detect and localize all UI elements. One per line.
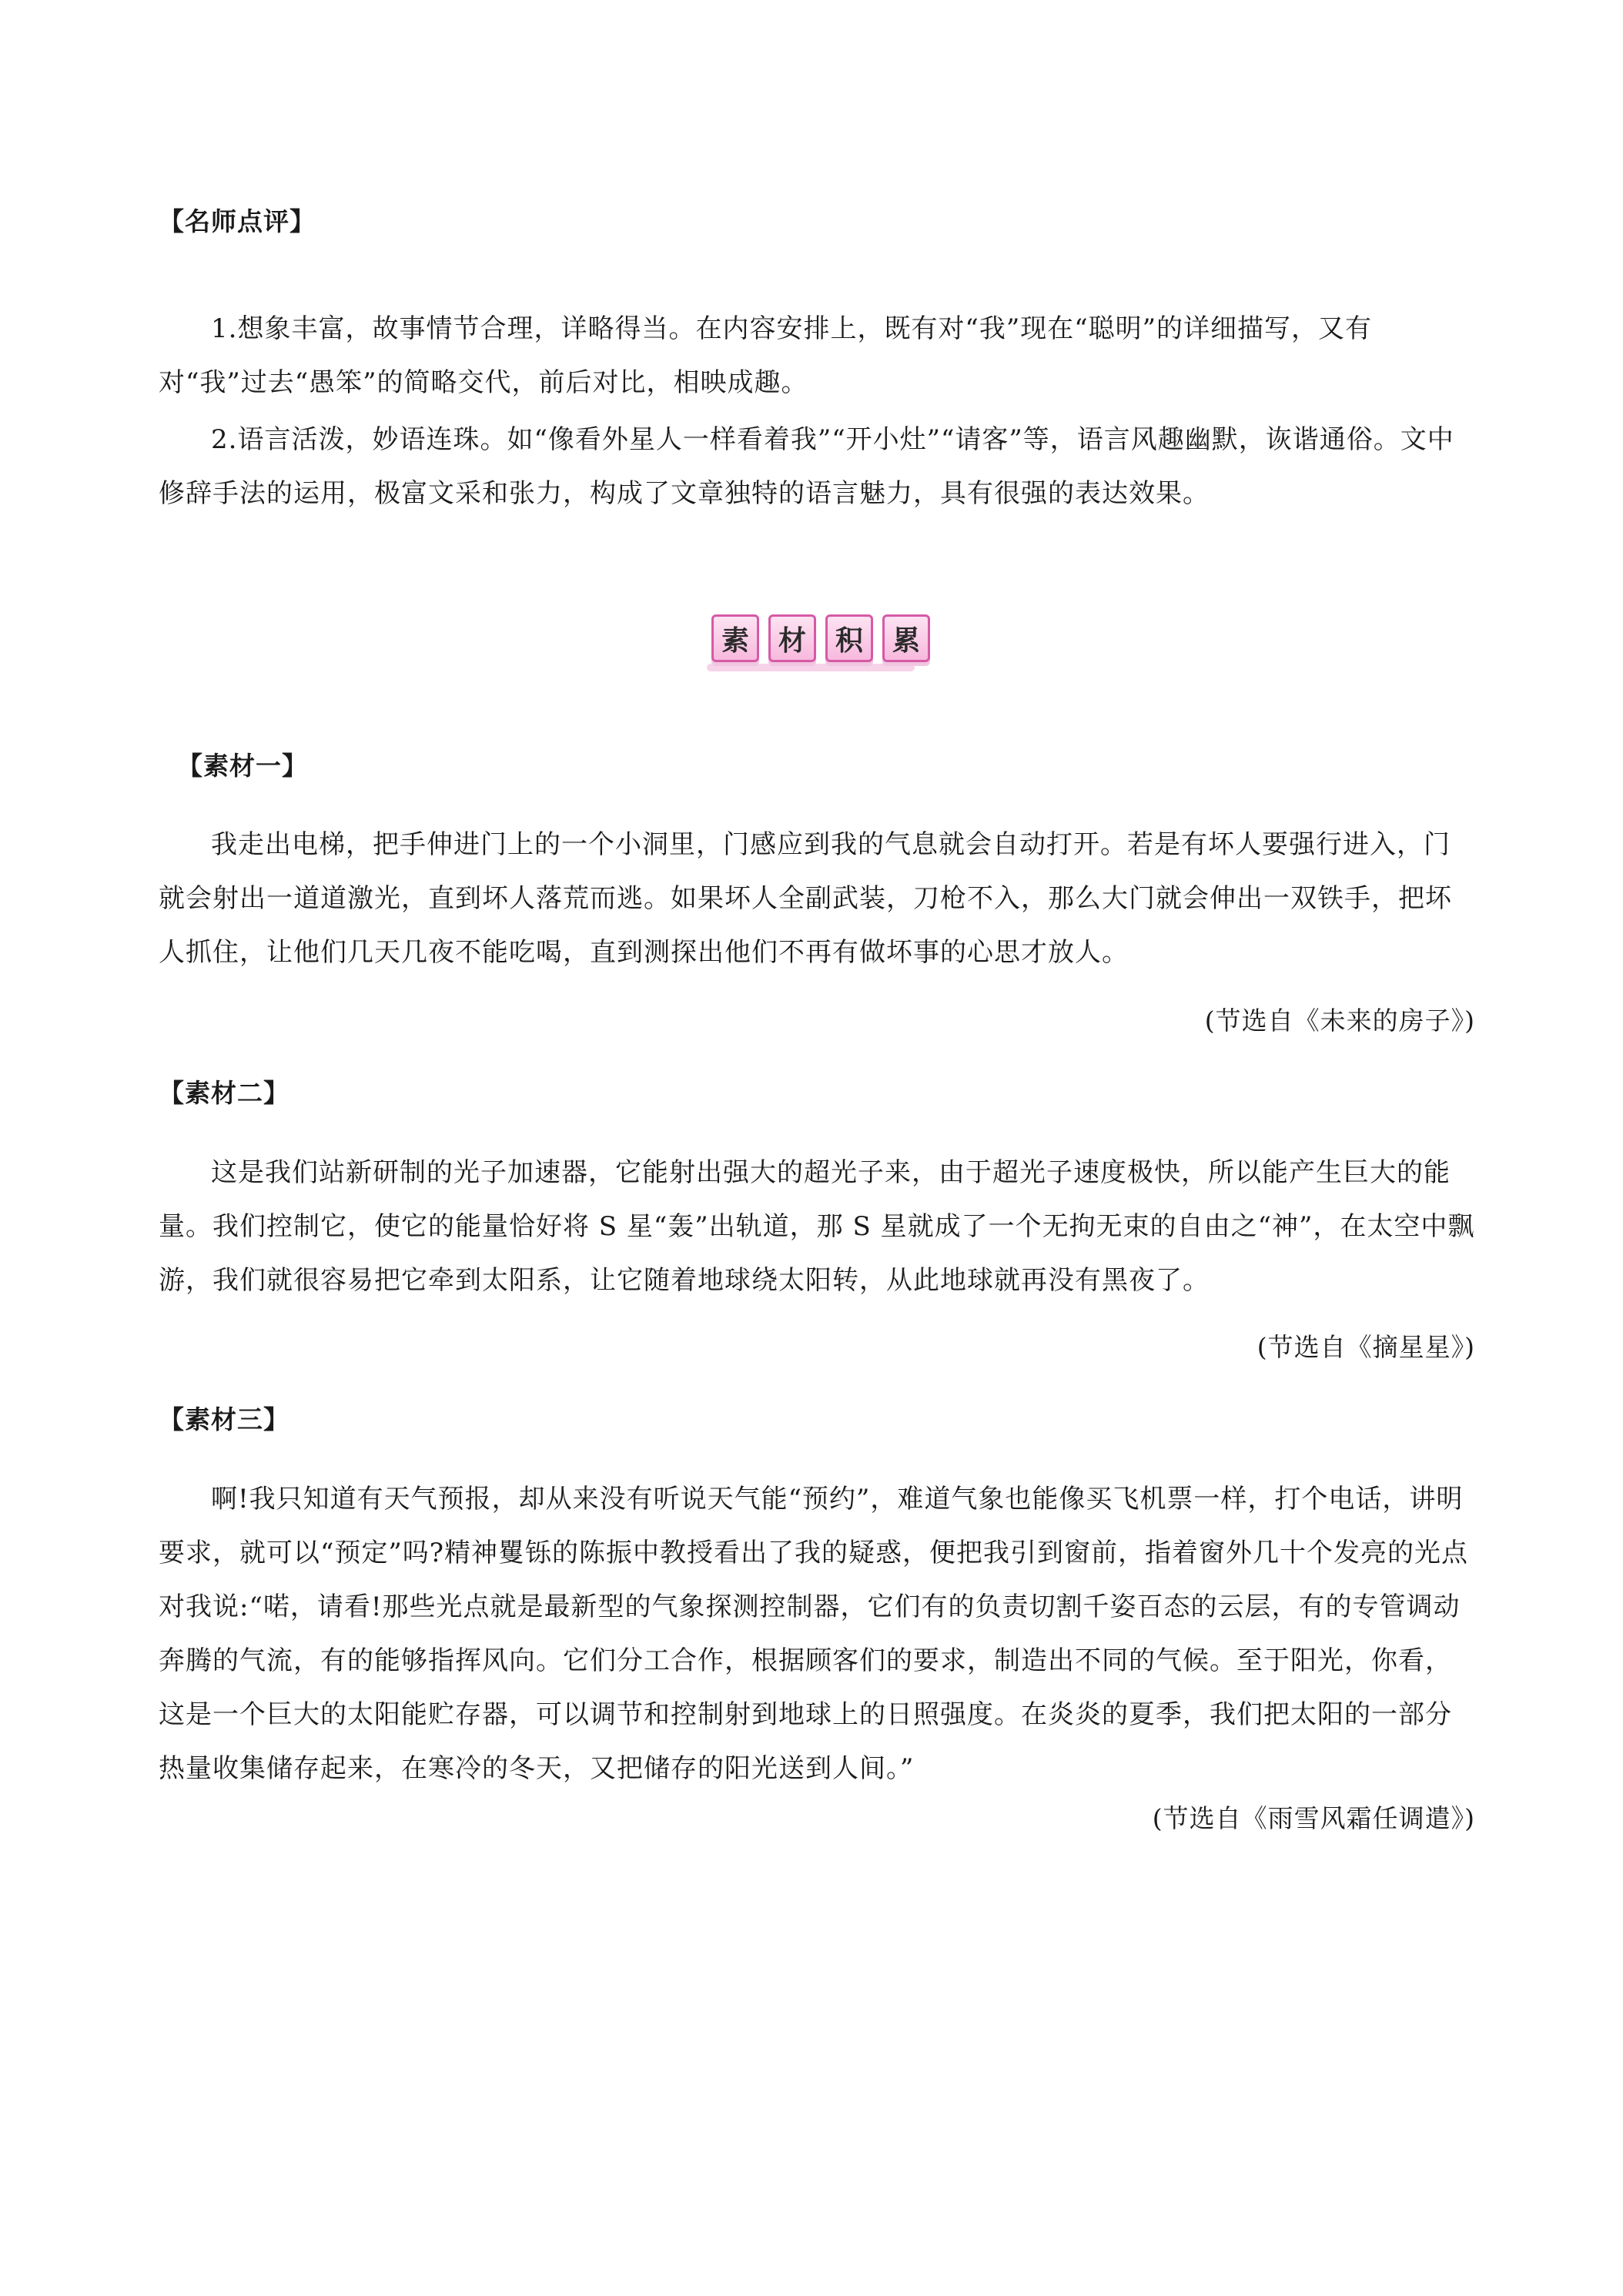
material-1-text: 我走出电梯，把手伸进门上的一个小洞里，门感应到我的气息就会自动打开。若是有坏人要强行进入，门就会射出一道道激光，直到坏人落荒而逃。如果坏人全副武装，刀枪不入，那么大门就会伸出一双铁手，把坏人抓住，让他们几天几夜不能吃喝，直到测探出他们不再有做坏事的心思才放人。: [159, 829, 1452, 968]
section-banner: [711, 614, 930, 662]
banner-char: 素: [711, 614, 759, 662]
material-1-source: (节选自《未来的房子》): [1204, 1006, 1475, 1036]
material-2-text: 这是我们站新研制的光子加速器，它能射出强大的超光子来，由于超光子速度极快，所以能产生巨大的能量。我们控制它，使它的能量恰好将 S 星“轰”出轨道，那 S 星就成了一个无拘无束的自由之“神”，在太空中飘游，我们就很容易把它牵到太阳系，让它随着地球绕太阳转，从此地球就再没有黑夜了。: [159, 1157, 1475, 1296]
material-2-source: (节选自《摘星星》): [1257, 1332, 1475, 1362]
banner-char: 材: [768, 614, 816, 662]
review-heading: 【名师点评】: [159, 206, 316, 236]
banner-char: 积: [825, 614, 873, 662]
material-3-heading: 【素材三】: [159, 1404, 289, 1434]
review-point-1: 1.想象丰富，故事情节合理，详略得当。在内容安排上，既有对“我”现在“聪明”的详细描写，又有对“我”过去“愚笨”的简略交代，前后对比，相映成趣。: [159, 313, 1372, 398]
material-3-text: 啊!我只知道有天气预报，却从来没有听说天气能“预约”，难道气象也能像买飞机票一样，打个电话，讲明要求，就可以“预定”吗?精神矍铄的陈振中教授看出了我的疑惑，便把我引到窗前，指着窗外几十个发亮的光点对我说:“喏，请看!那些光点就是最新型的气象探测控制器，它们有的负责切割千姿百态的云层，有的专管调动奔腾的气流，有的能够指挥风向。它们分工合作，根据顾客们的要求，制造出不同的气候。至于阳光，你看，这是一个巨大的太阳能贮存器，可以调节和控制射到地球上的日照强度。在炎炎的夏季，我们把太阳的一部分热量收集储存起来，在寒冷的冬天，又把储存的阳光送到人间。”: [159, 1484, 1468, 1784]
banner-char: 累: [882, 614, 930, 662]
material-2-heading: 【素材二】: [159, 1078, 289, 1108]
material-1-heading: 【素材一】: [177, 751, 308, 781]
banner-underline: [707, 664, 915, 671]
review-point-2: 2.语言活泼，妙语连珠。如“像看外星人一样看着我”“开小灶”“请客”等，语言风趣幽默，诙谐通俗。文中修辞手法的运用，极富文采和张力，构成了文章独特的语言魅力，具有很强的表达效果。: [159, 424, 1454, 509]
material-3-source: (节选自《雨雪风霜任调遣》): [1152, 1803, 1475, 1833]
